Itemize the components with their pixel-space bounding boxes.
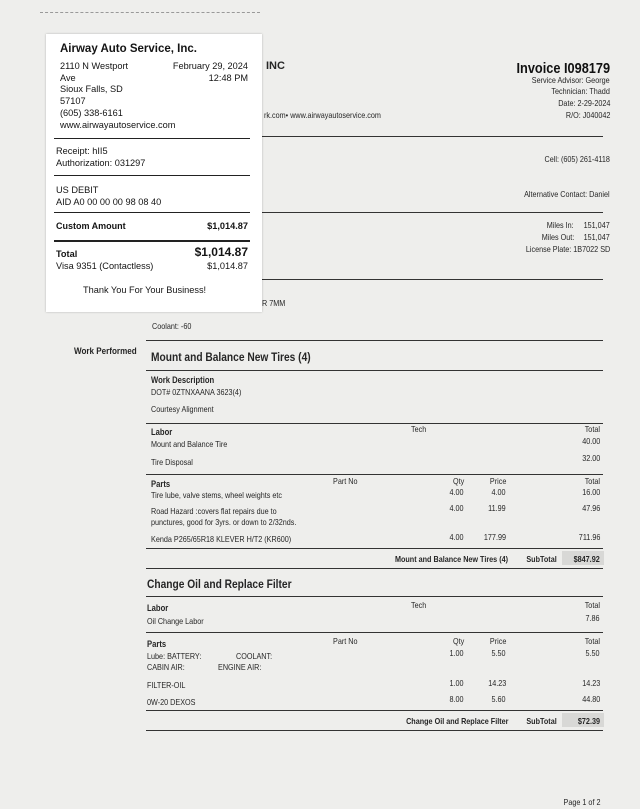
subtotal-name: Mount and Balance New Tires (4) (394, 554, 508, 564)
receipt-custom-amount: $1,014.87 (207, 221, 248, 231)
receipt-card-amount: $1,014.87 (207, 261, 248, 271)
receipt-total-label: Total (56, 249, 78, 259)
tech-header: Tech (411, 600, 427, 610)
receipt-card: Visa 9351 (Contactless) (56, 261, 154, 271)
receipt-zip: 57107 (60, 96, 86, 106)
receipt-custom-amount-label: Custom Amount (56, 221, 126, 231)
price-header: Price (489, 476, 506, 486)
receipt-number: Receipt: hII5 (56, 146, 108, 156)
section-title: Mount and Balance New Tires (4) (151, 350, 311, 364)
labor-total: 40.00 (581, 436, 600, 446)
receipt-divider (54, 212, 250, 213)
receipt-divider (54, 138, 250, 139)
divider (146, 632, 603, 633)
subtotal-label: SubTotal (526, 554, 557, 564)
section-title: Change Oil and Replace Filter (147, 577, 292, 591)
service-advisor: Service Advisor: George (532, 75, 610, 85)
divider (262, 136, 603, 137)
subtotal-label: SubTotal (526, 716, 557, 726)
work-description-line: Courtesy Alignment (151, 404, 214, 414)
part-no-header: Part No (333, 636, 358, 646)
shop-website-partial: rk.com• www.airwayautoservice.com (264, 110, 381, 120)
divider (146, 370, 603, 371)
part-total: 5.50 (585, 648, 600, 658)
parts-header: Parts (147, 639, 167, 649)
receipt-address-line1: 2110 N Westport (60, 61, 129, 71)
part-description: Road Hazard :covers flat repairs due to (151, 506, 277, 516)
part-total: 16.00 (581, 487, 600, 497)
parts-header: Parts (151, 479, 171, 489)
part-no-header: Part No (333, 476, 358, 486)
receipt-card-type: US DEBIT (56, 185, 99, 195)
price-header: Price (489, 636, 506, 646)
receipt-merchant-name: Airway Auto Service, Inc. (60, 43, 197, 55)
page-number: Page 1 of 2 (563, 797, 600, 807)
part-qty: 1.00 (449, 648, 464, 658)
divider (262, 279, 603, 280)
labor-total: 7.86 (585, 613, 600, 623)
card-receipt (46, 34, 262, 312)
labor-total: 32.00 (581, 453, 600, 463)
miles-in-label: Miles In: (547, 220, 574, 230)
tech-header: Tech (411, 424, 427, 434)
part-qty: 4.00 (449, 532, 464, 542)
qty-header: Qty (452, 476, 464, 486)
receipt-city: Sioux Falls, SD (60, 84, 123, 94)
part-description: Kenda P265/65R18 KLEVER H/T2 (KR600) (151, 534, 292, 544)
labor-header: Labor (151, 427, 173, 437)
divider (146, 548, 603, 549)
receipt-divider (54, 175, 250, 176)
shop-name-partial: INC (266, 60, 285, 72)
qty-header: Qty (452, 636, 464, 646)
part-total: 14.23 (581, 678, 600, 688)
subtotal-value: $847.92 (573, 554, 600, 564)
vehicle-partial-text: R 7MM (262, 298, 286, 308)
part-qty: 8.00 (449, 694, 464, 704)
technician: Technician: Thadd (551, 86, 610, 96)
total-header: Total (584, 600, 600, 610)
invoice-number: Invoice I098179 (516, 60, 610, 77)
part-price: 177.99 (483, 532, 506, 542)
part-description-line2-mid: ENGINE AIR: (218, 662, 262, 672)
divider (262, 212, 603, 213)
receipt-divider (54, 240, 250, 242)
part-description: 0W-20 DEXOS (147, 697, 196, 707)
receipt-total: $1,014.87 (194, 245, 248, 259)
work-performed-label: Work Performed (74, 346, 137, 357)
receipt-website: www.airwayautoservice.com (60, 120, 176, 130)
part-total: 711.96 (578, 532, 600, 542)
subtotal-name: Change Oil and Replace Filter (405, 716, 508, 726)
labor-item: Mount and Balance Tire (151, 439, 228, 449)
divider (146, 423, 603, 424)
work-description-line: DOT# 0ZTNXAANA 3623(4) (151, 387, 242, 397)
part-total: 44.80 (581, 694, 600, 704)
part-price: 14.23 (487, 678, 506, 688)
miles-out-label: Miles Out: (541, 232, 574, 242)
receipt-time: 12:48 PM (208, 73, 248, 83)
total-header: Total (584, 636, 600, 646)
receipt-thanks: Thank You For Your Business! (83, 285, 207, 295)
part-qty: 1.00 (449, 678, 464, 688)
part-price: 5.50 (491, 648, 506, 658)
divider (146, 710, 603, 711)
divider (146, 340, 603, 341)
divider (146, 730, 603, 731)
divider (146, 474, 603, 475)
part-qty: 4.00 (449, 487, 464, 497)
miles-out: 151,047 (583, 232, 610, 242)
part-price: 11.99 (488, 503, 506, 513)
miles-in: 151,047 (583, 220, 610, 230)
part-description: FILTER-OIL (147, 680, 186, 690)
invoice-date: Date: 2-29-2024 (557, 98, 610, 108)
receipt-date: February 29, 2024 (172, 61, 248, 71)
part-total: 47.96 (581, 503, 600, 513)
receipt-address-line2: Ave (60, 73, 76, 83)
total-header: Total (584, 424, 600, 434)
part-description-line2: CABIN AIR: (147, 662, 185, 672)
repair-order: R/O: J040042 (565, 110, 610, 120)
part-qty: 4.00 (449, 503, 464, 513)
part-description-mid: COOLANT: (236, 651, 273, 661)
part-description-line2: punctures, good for 3yrs. or down to 2/32nds. (151, 517, 297, 527)
labor-header: Labor (147, 603, 169, 613)
part-price: 4.00 (491, 487, 506, 497)
labor-item: Tire Disposal (151, 457, 193, 467)
receipt-phone: (605) 338-6161 (60, 108, 123, 118)
part-description: Tire lube, valve stems, wheel weights etc (151, 490, 283, 500)
receipt-aid: AID A0 00 00 00 98 08 40 (56, 197, 162, 207)
top-edge-divider (40, 12, 260, 13)
total-header: Total (584, 476, 600, 486)
labor-item: Oil Change Labor (147, 616, 204, 626)
license-plate: License Plate: 1B7022 SD (525, 244, 610, 254)
coolant-reading: Coolant: -60 (152, 321, 192, 331)
receipt-authorization: Authorization: 031297 (56, 158, 146, 168)
cell-phone: Cell: (605) 261-4118 (544, 154, 610, 164)
work-description-label: Work Description (151, 375, 215, 385)
subtotal-value: $72.39 (577, 716, 600, 726)
divider (146, 596, 603, 597)
divider (146, 568, 603, 569)
alternative-contact: Alternative Contact: Daniel (524, 189, 610, 199)
part-price: 5.60 (491, 694, 506, 704)
part-description: Lube: BATTERY: (147, 651, 202, 661)
